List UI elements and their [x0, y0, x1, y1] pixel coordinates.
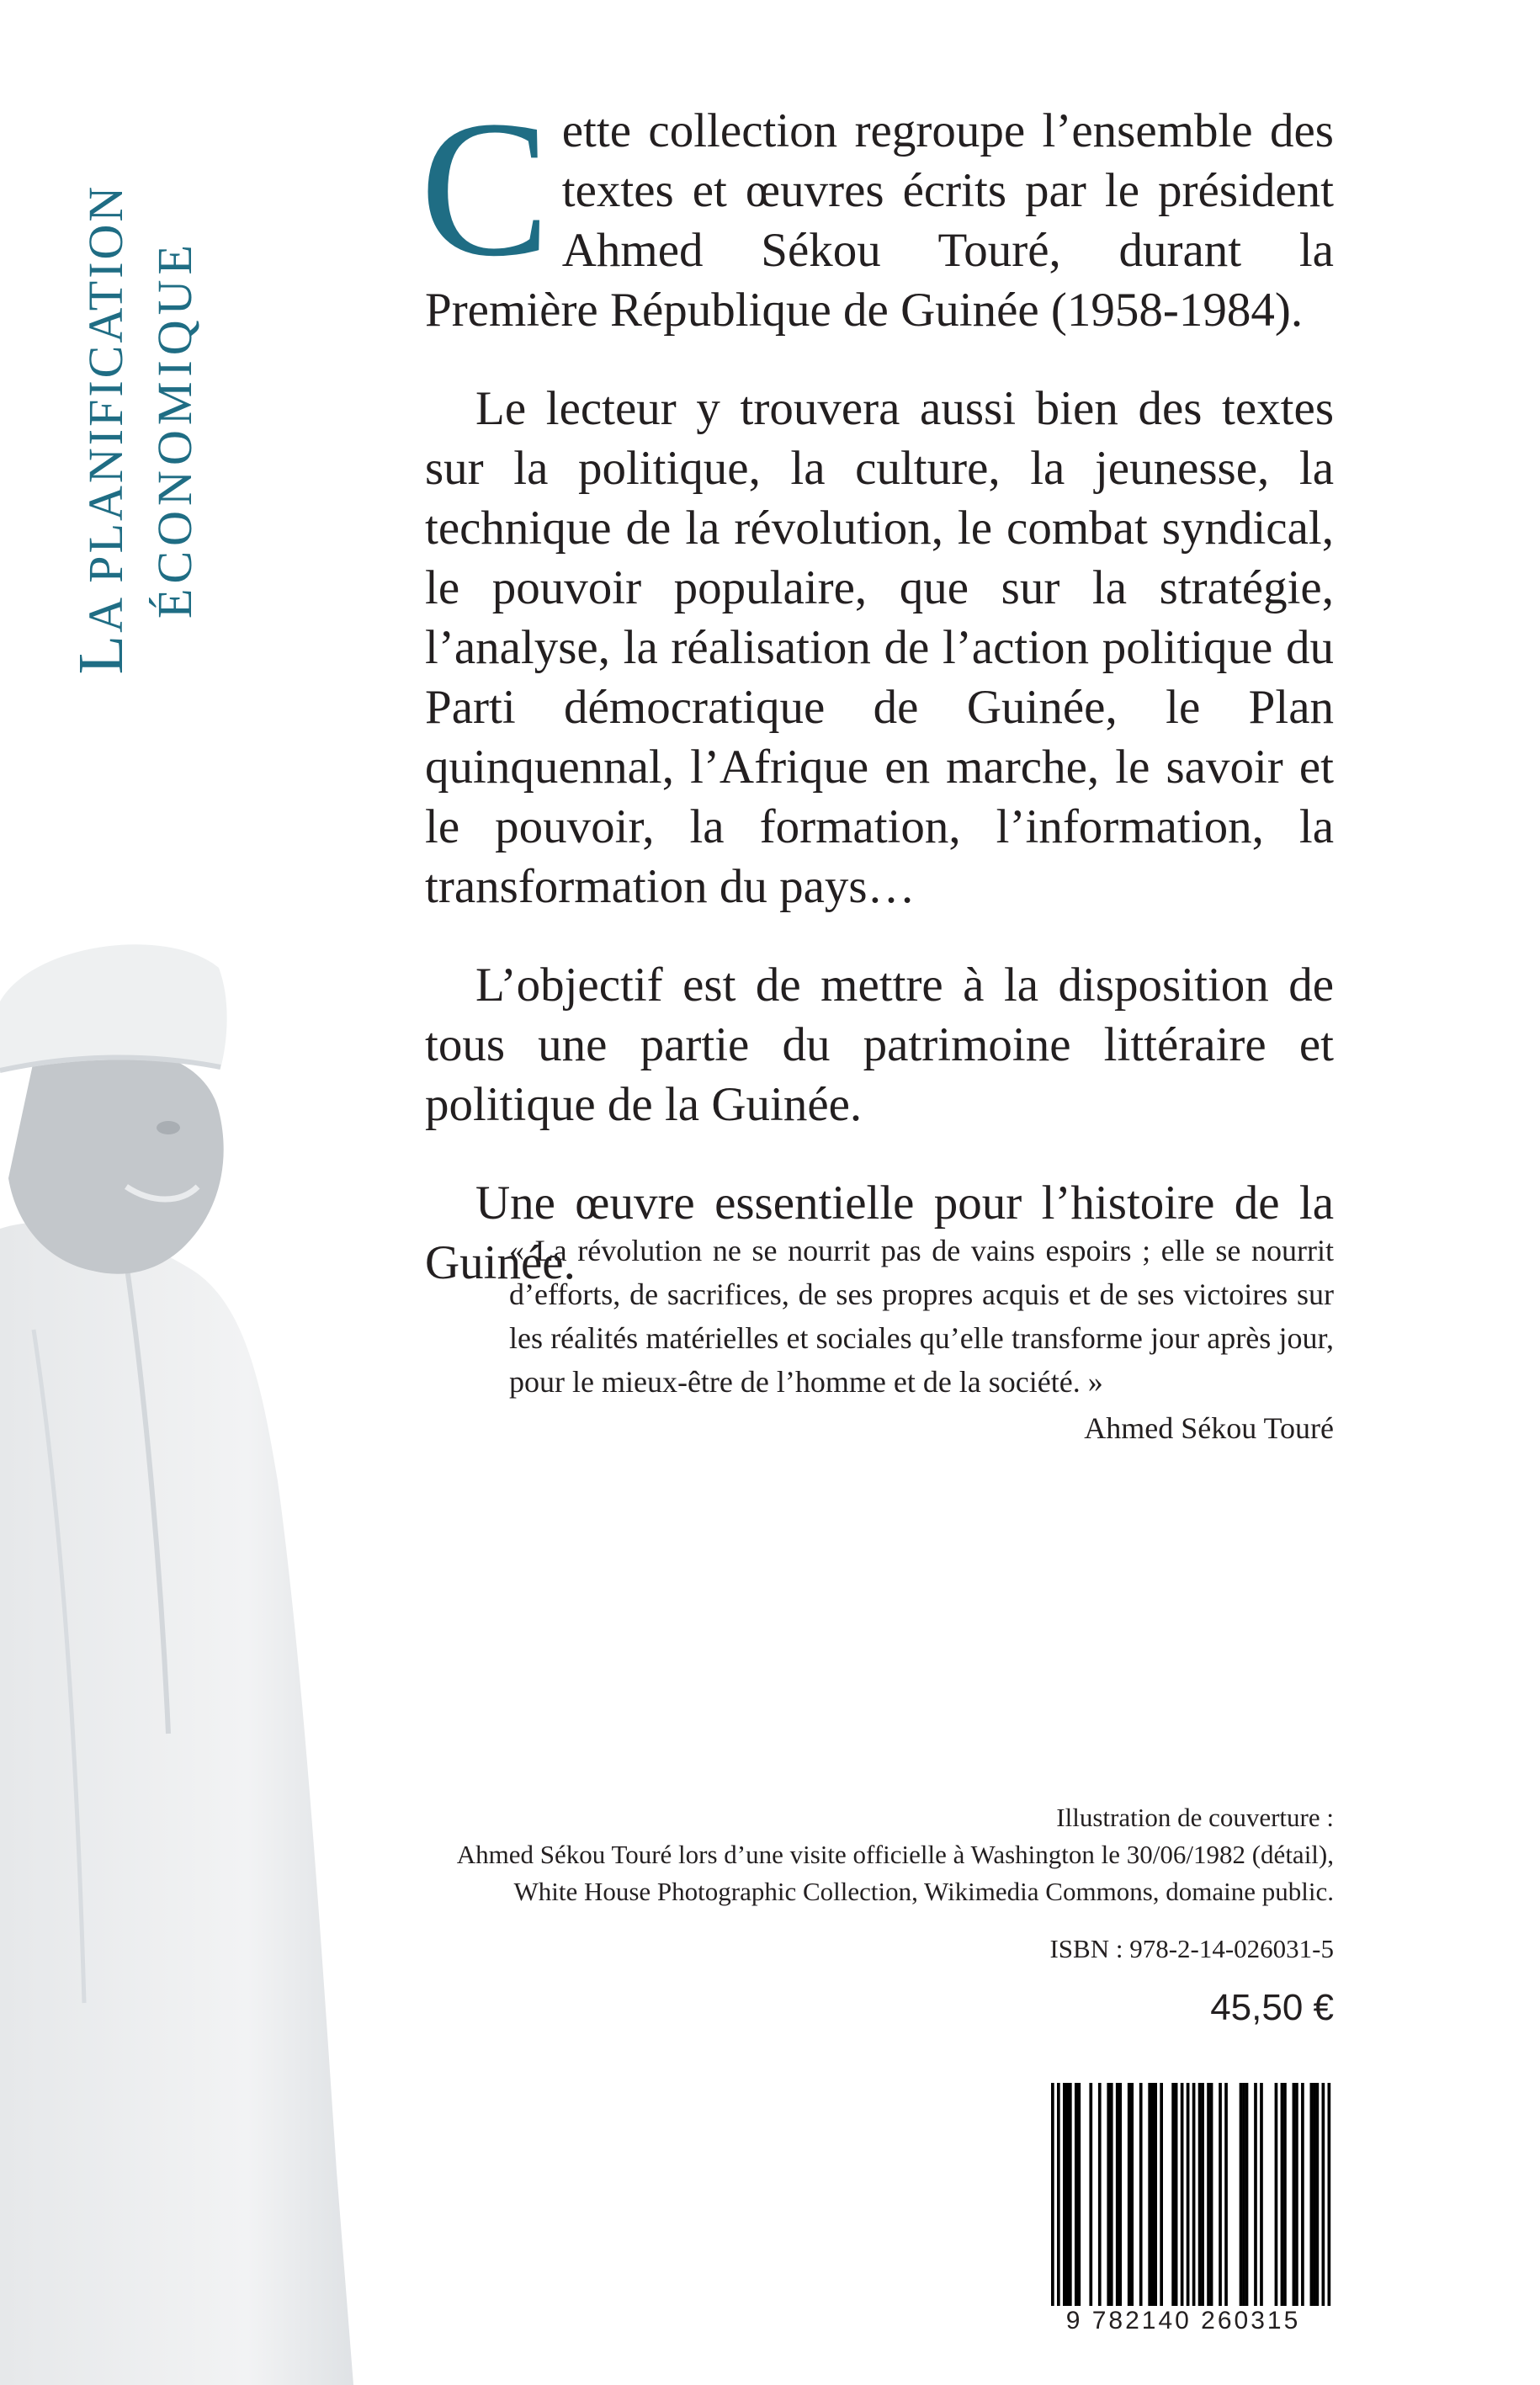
barcode-bar — [1098, 2083, 1102, 2306]
barcode-bar — [1301, 2083, 1304, 2306]
paragraph-3: L’objectif est de mettre à la disposition de tous une partie du patrimoine littéraire et politique de la Guinée. — [425, 959, 1334, 1131]
credits-line-1: Illustration de couverture : — [1056, 1803, 1334, 1832]
title-initial: L — [65, 632, 136, 675]
barcode-bar — [1295, 2083, 1298, 2306]
barcode-bar — [1322, 2083, 1325, 2335]
barcode-bar — [1293, 2083, 1296, 2306]
barcode-bar — [1130, 2083, 1134, 2306]
barcode-bar — [1077, 2083, 1081, 2306]
barcode-bar — [1069, 2083, 1072, 2306]
barcode-bar — [1201, 2083, 1204, 2306]
barcode-bar — [1118, 2083, 1122, 2306]
barcode-bar — [1260, 2083, 1263, 2306]
barcode-bar — [1224, 2083, 1228, 2306]
drop-cap: C — [420, 81, 550, 297]
barcode-bar — [1116, 2083, 1119, 2306]
barcode-bar — [1089, 2083, 1092, 2306]
barcode-bar — [1065, 2083, 1069, 2306]
title-smallcaps: A PLANIFICATION — [77, 183, 133, 633]
author-portrait-image — [0, 909, 370, 2385]
barcode-bar — [1316, 2083, 1320, 2306]
barcode-bar — [1128, 2083, 1131, 2306]
author-quote — [509, 1229, 1334, 1404]
barcode-bar — [1240, 2083, 1243, 2306]
back-cover-description — [420, 81, 1334, 1331]
barcode-bar — [1283, 2083, 1287, 2306]
paragraph-1-text: ette collection regroupe l’ensemble des textes et œuvres écrits par le président Ahmed Sékou Touré, durant la Première République de Guinée (1958-1984). — [425, 104, 1334, 337]
barcode-bar — [1181, 2083, 1184, 2306]
book-title-line1 — [65, 183, 136, 675]
barcode-bar — [1242, 2083, 1245, 2306]
barcode-bar — [1187, 2083, 1190, 2335]
barcode-digits: 9 782140 260315 — [1033, 2306, 1334, 2336]
barcode-bar — [1281, 2083, 1284, 2306]
barcode-bar — [1245, 2083, 1249, 2306]
barcode-bar — [1275, 2083, 1278, 2306]
barcode-bar — [1063, 2083, 1066, 2306]
barcode-bar — [1057, 2083, 1060, 2335]
barcode-bar — [1198, 2083, 1202, 2306]
barcode-bar — [1075, 2083, 1078, 2306]
vertical-book-title — [42, 101, 227, 757]
barcode-bar — [1160, 2083, 1163, 2306]
paragraph-1 — [420, 81, 1334, 340]
credits-line-3: White House Photographic Collection, Wikimedia Commons, domaine public. — [513, 1877, 1334, 1906]
barcode-bar — [1310, 2083, 1314, 2306]
barcode-bar — [1107, 2083, 1110, 2306]
barcode-bar — [1328, 2083, 1331, 2335]
barcode-bar — [1210, 2083, 1213, 2306]
isbn: ISBN : 978-2-14-026031-5 — [1049, 1934, 1334, 1963]
quote-text: « La révolution ne se nourrit pas de vains espoirs ; elle se nourrit d’efforts, de sacrifices, de ses propres acquis et de ses victoires sur les réalités matérielles et sociales qu’elle transforme jour après jour, pour le mieux-être de l’homme et de la société. » — [509, 1234, 1334, 1399]
price: 45,50 € — [1210, 1987, 1334, 2028]
barcode-bar — [1254, 2083, 1257, 2306]
cover-illustration-credits — [353, 1799, 1334, 1910]
paragraph-2: Le lecteur y trouvera aussi bien des textes sur la politique, la culture, la jeunesse, la technique de la révolution, le combat syndical, le pouvoir populaire, que sur la stratégie, l’analyse, la réalisation de l’action politique du Parti démocratique de Guinée, le Plan quinquennal, l’Afrique en marche, le savoir et le pouvoir, la formation, l’information, la transformation du pays… — [425, 382, 1334, 913]
credits-line-2: Ahmed Sékou Touré lors d’une visite officielle à Washington le 30/06/1982 (détail), — [456, 1840, 1334, 1869]
barcode-bar — [1154, 2083, 1157, 2306]
barcode-bar — [1151, 2083, 1155, 2306]
barcode-bar — [1192, 2083, 1196, 2335]
barcode-bar — [1110, 2083, 1113, 2306]
barcode-bar — [1175, 2083, 1178, 2306]
quote-author: Ahmed Sékou Touré — [1084, 1411, 1334, 1445]
barcode-bar — [1139, 2083, 1143, 2306]
barcode-bar — [1148, 2083, 1151, 2306]
barcode-bar — [1219, 2083, 1222, 2306]
barcode-bar — [1051, 2083, 1054, 2335]
paragraph-4: Une œuvre essentielle pour l’histoire de la Guinée. — [425, 1177, 1334, 1289]
barcode-bar — [1313, 2083, 1316, 2306]
barcode-bar — [1171, 2083, 1175, 2306]
book-title-line2: ÉCONOMIQUE — [147, 240, 203, 619]
barcode-bar — [1207, 2083, 1210, 2306]
